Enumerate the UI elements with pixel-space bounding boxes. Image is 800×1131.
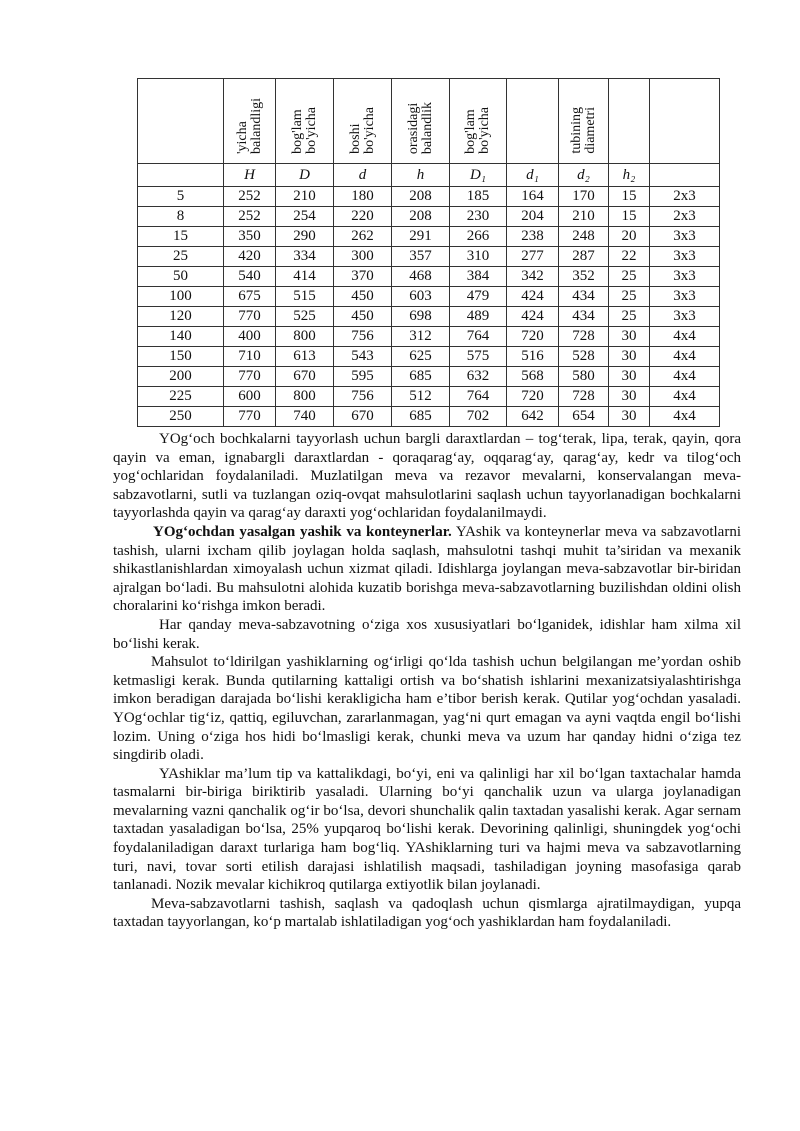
table-cell: 180	[334, 187, 392, 207]
table-cell: 248	[559, 227, 609, 247]
table-cell: 3x3	[650, 267, 720, 287]
table-row	[138, 387, 720, 407]
table-cell: 414	[276, 267, 334, 287]
table-row	[138, 347, 720, 367]
table-row	[138, 327, 720, 347]
table-cell: 4x4	[650, 347, 720, 367]
section-heading: YOg‘ochdan yasalgan yashik va konteynerlar.	[153, 523, 452, 540]
table-cell: 756	[334, 387, 392, 407]
table-cell: 720	[507, 387, 559, 407]
table-cell: 370	[334, 267, 392, 287]
table-cell: 515	[276, 287, 334, 307]
table-cell: 3x3	[650, 227, 720, 247]
table-cell: 5	[138, 187, 224, 207]
table-row	[138, 267, 720, 287]
table-cell: 310	[450, 247, 507, 267]
table-cell: h	[392, 164, 450, 187]
table-row	[138, 367, 720, 387]
table-cell: 210	[276, 187, 334, 207]
paragraph-boxes	[113, 523, 741, 616]
table-cell: 424	[507, 287, 559, 307]
table-cell: 22	[609, 247, 650, 267]
table-cell: 728	[559, 327, 609, 347]
table-row	[138, 227, 720, 247]
table-cell: 312	[392, 327, 450, 347]
table-cell: 400	[224, 327, 276, 347]
table-cell: 100	[138, 287, 224, 307]
table-cell: 642	[507, 407, 559, 427]
table-cell	[450, 79, 507, 164]
table-cell: 434	[559, 307, 609, 327]
table-cell: 568	[507, 367, 559, 387]
table-cell	[276, 79, 334, 164]
header-label: tubining diametri	[568, 107, 598, 154]
table-cell: 30	[609, 407, 650, 427]
table-cell: 334	[276, 247, 334, 267]
table-cell: 3x3	[650, 307, 720, 327]
table-cell: 540	[224, 267, 276, 287]
table-cell	[224, 79, 276, 164]
table-cell: 30	[609, 367, 650, 387]
table-cell	[392, 79, 450, 164]
table-cell: 208	[392, 207, 450, 227]
table-cell: 25	[609, 287, 650, 307]
table-cell: 140	[138, 327, 224, 347]
table-cell: 450	[334, 307, 392, 327]
table-row	[138, 307, 720, 327]
header-label: bog'lam bo'yicha	[289, 107, 319, 154]
table-cell: 4x4	[650, 367, 720, 387]
table-cell: 468	[392, 267, 450, 287]
table-cell: 685	[392, 367, 450, 387]
table-row	[138, 207, 720, 227]
table-cell	[334, 79, 392, 164]
table-cell: 25	[138, 247, 224, 267]
table-cell: 2x3	[650, 187, 720, 207]
table-cell: 8	[138, 207, 224, 227]
table-cell: 250	[138, 407, 224, 427]
table-cell: 450	[334, 287, 392, 307]
table-cell: 512	[392, 387, 450, 407]
table-cell: 670	[276, 367, 334, 387]
table-cell	[609, 79, 650, 164]
table-cell: 670	[334, 407, 392, 427]
table-cell: 516	[507, 347, 559, 367]
table-cell: 528	[559, 347, 609, 367]
paragraph-construction: YAshiklar ma’lum tip va kattalikdagi, bo‘yi, eni va qalinligi har xil bo‘lgan taxtachalar hamda tasmalarni bir-biriga biriktirib yasaladi. Ularning bo‘yi qanchalik uzun va ularga joylanadigan mevalarning vazni qanchalik og‘ir bo‘lsa, devori shunchalik qalin taxtadan yasalishi kerak. Agar sernam taxtadan yasaladigan bo‘lsa, 25% yupqaroq bo‘lishi kerak. Devorining qalinligi, shuningdek yog‘ochi foydalaniladigan daraxt turlariga ham bog‘liq. YAshiklarning turi va hajmi meva va sabzavotlarning turi, navi, tovar sorti etilish darajasi ishlatilish maqsadi, tashiladigan joyning masofasiga qarab tanlanadi. Nozik mevalar kichikroq qutilarga extiyotlik bilan joylanadi.	[113, 765, 741, 894]
table-cell	[650, 79, 720, 164]
table-cell: 702	[450, 407, 507, 427]
table-cell	[650, 164, 720, 187]
table-cell: 350	[224, 227, 276, 247]
table-cell: 756	[334, 327, 392, 347]
table-cell: 800	[276, 327, 334, 347]
table-cell: 20	[609, 227, 650, 247]
table-cell: 685	[392, 407, 450, 427]
table-cell: 262	[334, 227, 392, 247]
table-cell: h₂	[609, 164, 650, 187]
table-cell: 185	[450, 187, 507, 207]
table-cell: 210	[559, 207, 609, 227]
table-cell: 204	[507, 207, 559, 227]
table-cell: 710	[224, 347, 276, 367]
table-cell: 625	[392, 347, 450, 367]
table-cell	[559, 79, 609, 164]
table-cell: 420	[224, 247, 276, 267]
table-cell: 277	[507, 247, 559, 267]
table-cell: 698	[392, 307, 450, 327]
table-cell: 740	[276, 407, 334, 427]
table-cell: 525	[276, 307, 334, 327]
table-cell: 600	[224, 387, 276, 407]
table-cell	[138, 164, 224, 187]
table-cell: 764	[450, 387, 507, 407]
table-cell: d	[334, 164, 392, 187]
table-cell: 15	[609, 207, 650, 227]
table-cell: 3x3	[650, 247, 720, 267]
table-cell: D	[276, 164, 334, 187]
table-cell: 632	[450, 367, 507, 387]
table-symbol-row	[138, 164, 720, 187]
table-cell: 291	[392, 227, 450, 247]
paragraph-barrels: YOg‘och bochkalarni tayyorlash uchun bargli daraxtlardan – tog‘terak, lipa, terak, qayin, qora qayin va eman, ignabargli daraxtlardan - qoraqarag‘ay, oqqarag‘ay, qarag‘ay, kedr va tilog‘och yog‘ochlaridan foydalaniladi. Muzlatilgan meva va rezavor mevalarni, konservalangan meva-sabzavotlarni, sutli va tuzlangan oziq-ovqat mahsulotlarini saqlash uchun tayyorlanadigan bochkalarni tayyorlashda qayin va qarag‘ay daraxti yog‘ochlaridan foydalanilmaydi.	[113, 431, 741, 522]
table-row	[138, 187, 720, 207]
table-cell: D₁	[450, 164, 507, 187]
paragraph-variety: Har qanday meva-sabzavotning o‘ziga xos xususiyatlari bo‘lganidek, idishlar ham xilma xil bo‘lishi kerak.	[113, 616, 741, 652]
body-text	[113, 430, 741, 932]
table-cell	[507, 79, 559, 164]
table-body	[138, 79, 720, 427]
header-label: 'yicha balandligi	[234, 98, 264, 154]
table-cell: 200	[138, 367, 224, 387]
table-cell: 287	[559, 247, 609, 267]
table-cell: 150	[138, 347, 224, 367]
table-cell: 357	[392, 247, 450, 267]
table-cell: 254	[276, 207, 334, 227]
table-cell: 252	[224, 207, 276, 227]
table-cell: 25	[609, 267, 650, 287]
table-cell: 15	[609, 187, 650, 207]
table-cell: 25	[609, 307, 650, 327]
table-cell: 728	[559, 387, 609, 407]
table-cell: 720	[507, 327, 559, 347]
table-cell: 300	[334, 247, 392, 267]
table-cell: 543	[334, 347, 392, 367]
table-cell: 230	[450, 207, 507, 227]
table-cell: 290	[276, 227, 334, 247]
table-cell: 675	[224, 287, 276, 307]
table-cell: 4x4	[650, 387, 720, 407]
table-cell: 603	[392, 287, 450, 307]
table-cell: 170	[559, 187, 609, 207]
table-cell: 352	[559, 267, 609, 287]
table-row	[138, 247, 720, 267]
table-cell: H	[224, 164, 276, 187]
table-cell: 225	[138, 387, 224, 407]
table-cell: 580	[559, 367, 609, 387]
paragraph-boxes-text: YAshik va konteynerlar meva va sabzavotlarni tashish, ularni ixcham qilib joylagan holda saqlash, mahsulotni tashqi muhit ta’siridan va mexanik shikastlanishlardan ximoyalash uchun xizmat qiladi. Idishlarga joylangan meva-sabzavotlar bir-biridan ajralgan bo‘ladi. Bu mahsulotni alohida kuzatib borishga meva-sabzavotlarning buzilishdan oldini olish choralarini ko‘rishga imkon beradi.	[113, 523, 742, 615]
table-cell: 2x3	[650, 207, 720, 227]
dimensions-table	[137, 78, 720, 427]
table-cell: 654	[559, 407, 609, 427]
table-cell: 384	[450, 267, 507, 287]
table-cell: 4x4	[650, 327, 720, 347]
table-cell: 770	[224, 407, 276, 427]
table-cell: 238	[507, 227, 559, 247]
table-cell: 252	[224, 187, 276, 207]
table-cell: 424	[507, 307, 559, 327]
table-cell: 764	[450, 327, 507, 347]
table-cell: 30	[609, 387, 650, 407]
table-cell: d₂	[559, 164, 609, 187]
table-cell: 30	[609, 327, 650, 347]
table-cell: 266	[450, 227, 507, 247]
table-cell: 208	[392, 187, 450, 207]
table-cell: 770	[224, 307, 276, 327]
table-cell	[138, 79, 224, 164]
header-label: boshi bo'yicha	[347, 107, 377, 154]
table-cell: 342	[507, 267, 559, 287]
paragraph-reusable: Meva-sabzavotlarni tashish, saqlash va qadoqlash uchun qismlarga ajratilmaydigan, yupqa taxtadan tayyorlangan, ko‘p martalab ishlatiladigan yog‘och yashiklardan ham foydalaniladi.	[113, 895, 741, 931]
table-cell: 595	[334, 367, 392, 387]
table-cell: 479	[450, 287, 507, 307]
table-cell: 220	[334, 207, 392, 227]
table-row	[138, 407, 720, 427]
table-cell: 489	[450, 307, 507, 327]
paragraph-weight: Mahsulot to‘ldirilgan yashiklarning og‘irligi qo‘lda tashish uchun belgilangan me’yordan oshib ketmasligi kerak. Bunda qutilarning kattaligi ortish va bo‘shatish ishlarini mexanizatsiyalashtirishga imkon beradigan darajada bo‘lishi kerakligicha ham e’tibor berish kerak. Qutilar yog‘ochdan yasaladi. YOg‘ochlar tig‘iz, qattiq, egiluvchan, zararlanmagan, yag‘ni qurt emagan va ayni vaqtda engil bo‘lishi lozim. Uning o‘ziga hos hidi bo‘lmasligi kerak, chunki meva va uzum har qanday hidni o‘ziga tez singdirib oladi.	[113, 654, 741, 764]
table-cell: 120	[138, 307, 224, 327]
header-label: orasidagi balandlik	[405, 101, 435, 154]
table-cell: 770	[224, 367, 276, 387]
table-row	[138, 287, 720, 307]
header-label: bog'lam bo'yicha	[463, 107, 492, 154]
table-cell: 3x3	[650, 287, 720, 307]
table-cell: 434	[559, 287, 609, 307]
table-cell: d₁	[507, 164, 559, 187]
table-cell: 30	[609, 347, 650, 367]
table-cell: 15	[138, 227, 224, 247]
table-cell: 613	[276, 347, 334, 367]
table-cell: 50	[138, 267, 224, 287]
table-cell: 164	[507, 187, 559, 207]
table-cell: 4x4	[650, 407, 720, 427]
table-cell: 800	[276, 387, 334, 407]
table-header-row	[138, 79, 720, 164]
table-cell: 575	[450, 347, 507, 367]
